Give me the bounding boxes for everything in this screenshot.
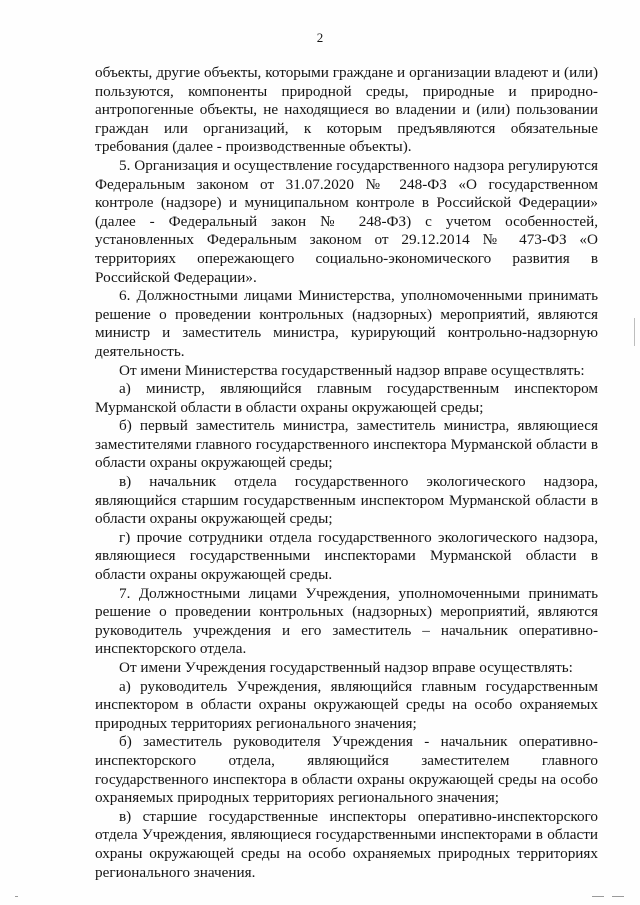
scan-edge-mark xyxy=(634,318,635,346)
paragraph-6: 6. Должностными лицами Министерства, уполномоченными принимать решение о проведении контрольных (надзорных) мероприятий, являются министр и заместитель министра, курирующий контрольно-надзорную деятельность. xyxy=(95,287,598,360)
ministry-item-g: г) прочие сотрудники отдела государственного экологического надзора, являющиеся государственными инспекторами Мурманской области в области охраны окружающей среды. xyxy=(95,528,598,584)
paragraph-institution-intro: От имени Учреждения государственный надзор вправе осуществлять: xyxy=(119,659,573,676)
paragraph-5: 5. Организация и осуществление государственного надзора регулируются Федеральным законом от 31.07.2020 № 248-ФЗ «О государственном контроле (надзоре) и муниципальном контроле в Российской Федерации» (далее - Федеральный закон № 248-ФЗ) с учетом особенностей, установленных Федеральным законом от 29.12.2014 № 473-ФЗ «О территориях опережающего социально-экономического развития в Российской Федерации». xyxy=(95,156,598,286)
institution-item-a: а) руководитель Учреждения, являющийся главным государственным инспектором в области охраны окружающей среды на особо охраняемых природных территориях регионального значения; xyxy=(95,677,598,732)
document-body xyxy=(95,64,598,882)
paragraph-ministry-intro: От имени Министерства государственный надзор вправе осуществлять: xyxy=(119,361,585,379)
paragraph-continuation: объекты, другие объекты, которыми граждане и организации владеют и (или) пользуются, компоненты природной среды, природные и природно-антропогенные объекты, не находящиеся во владении и (или) пользовании граждан или организаций, к которым предъявляются обязательные требования (далее - производственные объекты). xyxy=(95,64,598,156)
scan-artifact-dot xyxy=(15,896,18,897)
institution-item-b: б) заместитель руководителя Учреждения - начальник оперативно-инспекторского отдела, являющийся заместителем главного государственного инспектора в области охраны окружающей среды на особо охраняемых природных территориях регионального значения; xyxy=(95,733,598,807)
page-number: 2 xyxy=(316,30,324,45)
scan-artifact-dash xyxy=(612,896,624,897)
paragraph-7: 7. Должностными лицами Учреждения, уполномоченными принимать решение о проведении контрольных (надзорных) мероприятий, являются руководитель учреждения и его заместитель – начальник оперативно-инспекторского отдела. xyxy=(95,584,598,658)
scan-artifact-dash xyxy=(592,896,604,897)
ministry-item-b: б) первый заместитель министра, заместитель министра, являющиеся заместителями главного государственного инспектора Мурманской области в области охраны окружающей среды; xyxy=(95,417,598,472)
ministry-item-v: в) начальник отдела государственного экологического надзора, являющийся старшим государственным инспектором Мурманской области в области охраны окружающей среды; xyxy=(95,473,598,528)
institution-item-v: в) старшие государственные инспекторы оперативно-инспекторского отдела Учреждения, являющиеся государственными инспекторами в области охраны окружающей среды на особо охраняемых природных территориях регионального значения. xyxy=(95,807,598,881)
ministry-item-a: а) министр, являющийся главным государственным инспектором Мурманской области в области охраны окружающей среды; xyxy=(95,380,598,416)
